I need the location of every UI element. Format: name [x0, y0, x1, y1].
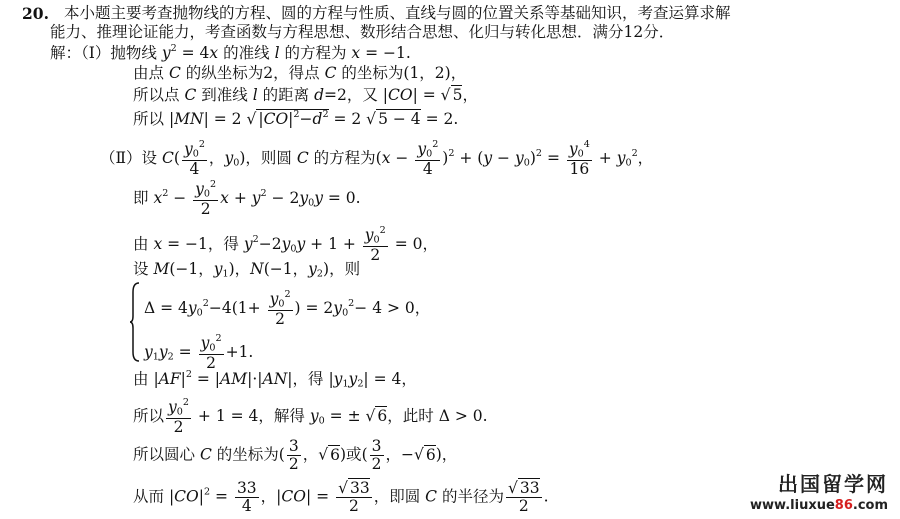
part1-line3: 所以点 C 到准线 l 的距离 d=2，又 |CO| = √ 5， [133, 86, 478, 104]
text: 抛物线 [110, 44, 157, 63]
watermark [750, 468, 888, 513]
text: 由点 [133, 64, 165, 82]
text: 所以 [133, 110, 165, 129]
part2-line1: （Ⅱ）设 C( $\frac{y_0^2}{4}$ ，$y_0$)，则圆 C 的方程为(x − $\frac{y_0^2}{4}$ )$^2 + (y - y_0)^2$ = $\frac{y_0^4}{16}$ + $y_0^2$， [100, 139, 654, 179]
text: 的准线 [223, 44, 270, 63]
part2-line3: 由 x = −1，得 $y^2-2y_0y + 1$ + $\frac{y_0^2}{2}$ = 0， [133, 225, 438, 265]
text: 的坐标为(1，2)， [341, 64, 467, 82]
text: 即 [133, 189, 149, 208]
text: 的坐标为 [216, 445, 279, 464]
part2-line4: 设 M(−1，$y_1$)，N(−1，$y_2$)，则 [133, 260, 361, 280]
part1-marker: （Ⅰ） [81, 44, 111, 63]
text: 的纵坐标为2，得点 [185, 64, 320, 82]
solution-label: 解： [50, 44, 82, 63]
text: ，即圆 [373, 487, 421, 506]
text: 从而 [133, 487, 165, 506]
text: ，得 [292, 370, 324, 389]
watermark-url [750, 498, 888, 513]
text: ，此时 [387, 407, 434, 426]
text: 由 [133, 370, 149, 389]
part1-line1: 解：（Ⅰ）抛物线 $y^2 = 4x$ 的准线 l 的方程为 x = −1. [50, 43, 411, 63]
system-eq-2: $y_1y_2$ = $\frac{y_0^2}{2}$ +1. [144, 333, 254, 373]
text: 所以点 [133, 86, 180, 104]
part2-line6: 所以 $\frac{y_0^2}{2}$ + 1 = 4，解得 $y_0$ = ± √ 6，此时 Δ > 0. [133, 397, 488, 437]
watermark-title: 出国留学网 [778, 472, 888, 496]
part1-line2: 由点 C 的纵坐标为2，得点 C 的坐标为(1，2)， [133, 64, 467, 82]
text: www.liuxue [750, 498, 835, 513]
text: 由 [133, 235, 149, 254]
left-brace [130, 282, 140, 362]
text: 的方程为 [313, 149, 376, 168]
text: 的距离 [262, 86, 310, 104]
part2-line7: 所以圆心 C 的坐标为( $\frac{3}{2}$ ，√ 6)或( $\frac{3}{2}$ ，−√ 6)， [133, 437, 458, 474]
text: 到准线 [201, 86, 248, 104]
part2-marker: （Ⅱ） [100, 149, 142, 168]
intro-line-2: 能力、推理论证能力，考查函数与方程思想、数形结合思想、化归与转化思想．满分12分． [50, 23, 675, 41]
text: 的半径为 [441, 487, 504, 506]
text: ，则圆 [245, 149, 292, 168]
part2-line5: 由 $|AF|^2 = |AM|\cdot|AN|$，得 $|y_1y_2| = 4$， [133, 369, 417, 390]
text: =2，又 [324, 86, 378, 104]
text: 设 [141, 149, 158, 168]
text: 的方程为 [284, 44, 347, 63]
part1-line4: 所以 |MN| = 2 √ $|CO|^2-d^2 = 2$ √ 5 − 4 = 2. [133, 109, 459, 129]
part2-line8: 从而 $|CO|^2$ = $\frac{33}{4}$ ，|CO| = $\frac{√ 33}{2}$ ，即圆 C 的半径为 $\frac{√ 33}{2}$ . [133, 479, 549, 516]
text: 86 [834, 498, 853, 513]
text: .com [852, 498, 888, 513]
part2-line2: 即 $x^2$ − $\frac{y_0^2}{2}$ $x + y^2 - 2y_0y = 0$. [133, 179, 361, 219]
text: 或 [346, 445, 362, 464]
intro-line-1: 本小题主要考查抛物线的方程、圆的方程与性质、直线与圆的位置关系等基础知识，考查运算求解 [64, 4, 731, 22]
text: ，得 [207, 235, 239, 254]
text: 所以圆心 [133, 445, 196, 464]
text: 所以 [133, 407, 165, 426]
text: 设 [133, 260, 149, 278]
text: ，解得 [258, 407, 305, 426]
problem-number: 20. [22, 4, 49, 23]
text: ，则 [329, 260, 361, 278]
system-eq-1: $\Delta = 4y_0^2-4(1+$ $\frac{y_0^2}{2}$ ) = $2y_0^2- 4 > 0$， [144, 289, 431, 329]
